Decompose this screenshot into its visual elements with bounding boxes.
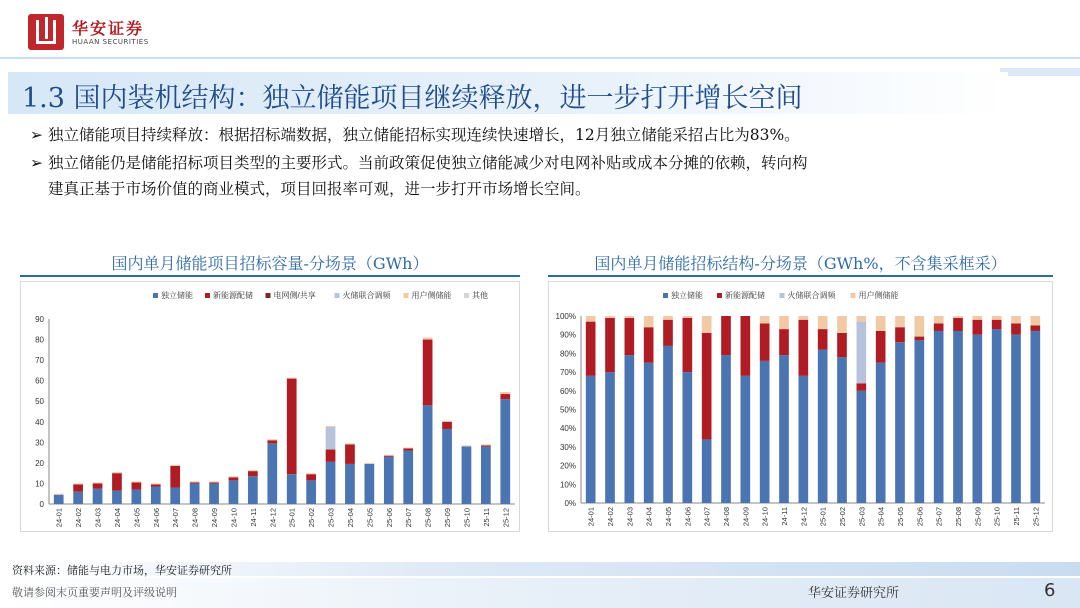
x-tick-label: 24-07 (171, 508, 181, 528)
huaan-logo-icon (28, 14, 64, 50)
bar-segment-1-19 (423, 340, 433, 406)
bar-segment-4-22 (481, 444, 491, 445)
chart-2-title-underline (548, 275, 1053, 277)
x-tick-label: 24-03 (625, 507, 635, 527)
bullet-1-text: 独立储能项目持续释放：根据招标端数据，独立储能招标实现连续快速增长，12月独立储能采招占比为83%。 (48, 126, 800, 144)
bar-segment-4-11 (267, 439, 277, 440)
x-tick-label: 25-09 (973, 507, 983, 527)
x-tick-label: 24-11 (780, 507, 789, 526)
bar-segment-0-15 (345, 464, 355, 504)
x-tick-label: 25-11 (1012, 507, 1021, 526)
bar-segment-3-16 (895, 316, 905, 327)
bullet-arrow-icon: ➢ (30, 126, 43, 144)
bar-segment-1-23 (1031, 325, 1041, 331)
chart-2-container (548, 281, 1053, 532)
bar-segment-1-8 (209, 482, 219, 483)
bar-segment-0-2 (93, 489, 103, 504)
y-tick-label: 0 (39, 500, 44, 509)
bar-segment-1-2 (625, 318, 635, 355)
bar-segment-3-17 (915, 316, 925, 337)
bar-segment-1-4 (663, 320, 673, 346)
bar-segment-1-5 (683, 318, 693, 372)
y-tick-label: 60 (35, 376, 44, 386)
bar-segment-0-1 (605, 372, 615, 503)
bar-segment-1-20 (442, 422, 452, 429)
x-tick-label: 24-10 (760, 507, 770, 527)
legend-swatch-5 (464, 293, 469, 298)
bar-segment-1-7 (721, 316, 731, 355)
bar-segment-4-9 (229, 476, 239, 477)
bar-segment-0-6 (702, 439, 712, 503)
legend-label-2: 电网侧/共享 (273, 291, 316, 300)
x-tick-label: 24-09 (210, 508, 220, 528)
bar-segment-4-3 (112, 472, 122, 473)
y-tick-label: 30 (35, 438, 44, 448)
bullet-2-text: 独立储能仍是储能招标项目类型的主要形式。当前政策促使独立储能减少对电网补贴或成本分摊的依赖，转向构 (48, 154, 808, 172)
x-tick-label: 25-11 (481, 508, 491, 527)
bar-segment-0-13 (837, 357, 847, 503)
bar-segment-2-14 (857, 322, 867, 384)
x-tick-label: 25-06 (384, 508, 394, 528)
x-tick-label: 25-09 (443, 508, 453, 528)
bar-segment-4-1 (73, 483, 83, 484)
bar-segment-0-4 (132, 490, 142, 504)
x-tick-label: 25-12 (501, 508, 511, 528)
bar-segment-3-22 (1011, 316, 1021, 323)
chart-1-container (20, 281, 520, 532)
x-tick-label: 24-05 (664, 507, 673, 527)
x-tick-label: 24-02 (606, 507, 615, 527)
bullet-1 (30, 122, 800, 148)
bar-segment-4-10 (248, 470, 258, 471)
bar-segment-0-8 (209, 483, 219, 504)
bar-segment-0-5 (683, 372, 693, 503)
bar-segment-0-15 (876, 363, 886, 503)
bar-segment-1-13 (306, 474, 316, 480)
legend-swatch-1 (205, 293, 210, 298)
x-tick-label: 24-01 (54, 508, 64, 528)
bar-segment-0-12 (818, 350, 828, 503)
bar-segment-4-17 (384, 455, 394, 456)
bar-segment-1-17 (384, 456, 394, 457)
bar-segment-3-11 (799, 316, 809, 320)
legend-swatch-3 (851, 293, 856, 298)
bar-segment-1-23 (500, 394, 510, 399)
chart-1-title: 国内单月储能项目招标容量-分场景（GWh） (111, 254, 429, 273)
bar-segment-0-20 (973, 335, 983, 503)
bar-segment-1-14 (857, 383, 867, 390)
x-tick-label: 25-08 (954, 507, 963, 527)
x-tick-label: 25-05 (365, 508, 375, 528)
bar-segment-1-0 (586, 322, 596, 376)
chart-2-svg (549, 282, 1052, 531)
bar-segment-0-22 (1011, 335, 1021, 503)
bar-segment-1-17 (915, 337, 925, 341)
bar-segment-1-22 (1011, 323, 1021, 334)
bar-segment-3-20 (973, 316, 983, 320)
source-note: 资料来源：储能与电力市场，华安证券研究所 (12, 564, 232, 577)
bar-segment-0-19 (423, 405, 433, 504)
bar-segment-4-16 (365, 463, 375, 464)
x-tick-label: 25-07 (934, 507, 944, 527)
bar-segment-4-7 (190, 481, 200, 482)
header-divider (0, 57, 1080, 59)
y-tick-label: 70 (35, 356, 44, 366)
legend-swatch-1 (717, 293, 722, 298)
bar-segment-1-10 (779, 329, 789, 355)
bar-segment-1-18 (934, 323, 944, 330)
chart-1-title-underline (20, 275, 520, 277)
bar-segment-0-3 (112, 491, 122, 504)
x-tick-label: 24-04 (644, 507, 654, 527)
x-tick-label: 24-09 (741, 507, 751, 527)
bar-segment-1-21 (992, 320, 1002, 329)
bar-segment-3-18 (934, 316, 944, 323)
bar-segment-3-10 (779, 316, 789, 329)
x-tick-label: 24-12 (268, 508, 278, 528)
bar-segment-3-21 (992, 316, 1002, 320)
bar-segment-0-14 (857, 391, 867, 503)
bar-segment-0-0 (586, 376, 596, 503)
bar-segment-0-13 (306, 480, 316, 504)
bar-segment-4-23 (500, 392, 510, 394)
bar-segment-1-14 (326, 450, 336, 462)
bar-segment-0-20 (442, 429, 452, 504)
bar-segment-1-22 (481, 445, 491, 446)
y-tick-label: 90 (35, 315, 44, 324)
bar-segment-0-21 (992, 329, 1002, 503)
legend-label-3: 用户侧储能 (858, 291, 899, 300)
legend-label-0: 独立储能 (671, 291, 703, 300)
bar-segment-0-3 (644, 363, 654, 503)
bar-segment-0-7 (721, 355, 731, 503)
bar-segment-0-11 (267, 443, 277, 504)
bullet-arrow-icon: ➢ (30, 154, 43, 172)
x-tick-label: 25-10 (992, 507, 1002, 527)
bar-segment-0-17 (915, 340, 925, 503)
bar-segment-0-1 (73, 492, 83, 504)
x-tick-label: 25-12 (1031, 507, 1041, 527)
x-tick-label: 24-06 (683, 507, 693, 527)
bar-segment-4-19 (423, 338, 433, 340)
bar-segment-0-17 (384, 457, 394, 504)
bar-segment-1-1 (605, 318, 615, 372)
bar-segment-0-7 (190, 483, 200, 504)
bar-segment-0-23 (500, 399, 510, 504)
bar-segment-1-2 (93, 483, 103, 488)
bar-segment-0-9 (760, 361, 770, 503)
title-accent (1000, 68, 1080, 76)
x-tick-label: 24-03 (93, 508, 103, 528)
x-tick-label: 24-01 (586, 507, 596, 527)
bar-segment-0-19 (953, 331, 963, 503)
x-tick-label: 24-04 (112, 508, 122, 528)
bar-segment-4-21 (462, 445, 472, 446)
bar-segment-0-16 (895, 342, 905, 503)
x-tick-label: 25-01 (287, 508, 297, 528)
y-tick-label: 60% (559, 386, 576, 396)
bar-segment-1-9 (229, 477, 239, 480)
bar-segment-1-20 (973, 320, 983, 335)
bar-segment-1-12 (818, 329, 828, 350)
bar-segment-3-14 (326, 427, 336, 450)
bar-segment-4-13 (306, 473, 316, 474)
x-tick-label: 24-02 (74, 508, 84, 528)
page-title: 1.3 国内装机结构：独立储能项目继续释放，进一步打开增长空间 (22, 83, 803, 114)
bullet-2-continued: 建真正基于市场价值的商业模式，项目回报率可观，进一步打开市场增长空间。 (48, 180, 591, 198)
bar-segment-1-3 (644, 327, 654, 363)
y-tick-label: 50 (35, 397, 44, 407)
y-tick-label: 80 (35, 335, 44, 345)
legend-label-3: 火储联合调频 (342, 291, 391, 300)
legend-label-2: 火储联合调频 (787, 291, 836, 300)
bar-segment-0-10 (779, 355, 789, 503)
bar-segment-3-5 (683, 316, 693, 318)
x-tick-label: 24-06 (151, 508, 161, 528)
bar-segment-3-14 (857, 316, 867, 322)
y-tick-label: 80% (559, 349, 576, 359)
bar-segment-1-7 (190, 482, 200, 483)
bar-segment-4-18 (403, 447, 413, 448)
y-tick-label: 40% (559, 424, 576, 434)
bar-segment-0-0 (54, 495, 64, 504)
bar-segment-4-4 (132, 481, 142, 482)
bar-segment-3-4 (663, 316, 673, 320)
bar-segment-3-0 (586, 316, 596, 322)
bar-segment-0-18 (934, 331, 944, 503)
bar-segment-4-12 (287, 378, 297, 379)
legend-swatch-2 (780, 293, 785, 298)
y-tick-label: 20 (35, 458, 44, 468)
bar-segment-0-2 (625, 355, 635, 503)
x-tick-label: 25-05 (896, 507, 905, 527)
bar-segment-0-12 (287, 474, 297, 504)
x-tick-label: 25-03 (326, 508, 336, 528)
brand-name: 华安证券 (72, 19, 145, 38)
bar-segment-1-19 (953, 318, 963, 331)
legend-swatch-3 (335, 293, 340, 298)
bar-segment-0-21 (462, 446, 472, 504)
bar-segment-0-4 (663, 346, 673, 503)
y-tick-label: 30% (559, 442, 576, 452)
bar-segment-1-11 (267, 440, 277, 443)
y-tick-label: 100% (555, 312, 576, 321)
bar-segment-4-0 (54, 494, 64, 495)
bar-segment-1-18 (403, 449, 413, 451)
bar-segment-3-19 (953, 316, 963, 318)
legend-label-1: 新能源配储 (725, 291, 765, 300)
bar-segment-1-6 (170, 466, 180, 488)
bar-segment-1-13 (837, 333, 847, 357)
y-tick-label: 20% (559, 461, 576, 471)
x-tick-label: 25-01 (818, 507, 828, 527)
x-tick-label: 24-11 (248, 508, 258, 527)
y-tick-label: 0% (564, 499, 576, 508)
y-tick-label: 90% (559, 330, 576, 340)
bar-segment-4-8 (209, 481, 219, 482)
bar-segment-1-15 (876, 331, 886, 363)
disclaimer-link[interactable]: 敬请参阅末页重要声明及评级说明 (12, 586, 177, 599)
bar-segment-3-13 (837, 316, 847, 333)
x-tick-label: 24-05 (132, 508, 142, 528)
bar-segment-0-18 (403, 451, 413, 504)
x-tick-label: 25-02 (838, 507, 847, 527)
x-tick-label: 25-08 (423, 508, 433, 528)
y-tick-label: 10 (35, 479, 44, 489)
x-tick-label: 25-06 (915, 507, 925, 527)
bar-segment-0-6 (170, 488, 180, 504)
chart-2-title: 国内单月储能招标结构-分场景（GWh%，不含集采框采） (594, 254, 1007, 273)
bar-segment-3-6 (702, 316, 712, 333)
bar-segment-1-6 (702, 333, 712, 440)
bar-segment-1-12 (287, 379, 297, 475)
legend-label-0: 独立储能 (161, 291, 193, 300)
bar-segment-0-16 (365, 464, 375, 504)
brand-name-en: HUAAN SECURITIES (72, 38, 149, 46)
y-tick-label: 50% (559, 405, 576, 415)
legend-swatch-4 (404, 293, 409, 298)
bar-segment-1-15 (345, 444, 355, 464)
legend-swatch-2 (266, 293, 271, 298)
bar-segment-3-2 (625, 316, 635, 318)
bar-segment-3-3 (644, 316, 654, 327)
bar-segment-0-22 (481, 446, 491, 504)
x-tick-label: 25-07 (404, 508, 414, 528)
bar-segment-4-2 (93, 482, 103, 483)
y-tick-label: 10% (559, 480, 576, 490)
bar-segment-0-11 (799, 376, 809, 503)
bar-segment-1-4 (132, 482, 142, 489)
bar-segment-3-12 (818, 316, 828, 329)
x-tick-label: 24-12 (799, 507, 809, 527)
bar-segment-0-5 (151, 487, 161, 504)
footer-institution: 华安证券研究所 (808, 586, 900, 601)
bar-segment-4-15 (345, 443, 355, 444)
x-tick-label: 24-10 (229, 508, 239, 528)
bar-segment-3-1 (605, 316, 615, 318)
legend-label-4: 用户侧储能 (411, 291, 452, 300)
x-tick-label: 24-08 (190, 508, 200, 528)
bar-segment-0-10 (248, 476, 258, 504)
bar-segment-3-23 (1031, 316, 1041, 325)
bar-segment-4-20 (442, 421, 452, 422)
bar-segment-3-9 (760, 316, 770, 323)
bar-segment-0-9 (229, 480, 239, 504)
x-tick-label: 25-04 (876, 507, 886, 527)
x-tick-label: 25-03 (857, 507, 867, 527)
bar-segment-1-16 (895, 327, 905, 342)
y-tick-label: 70% (559, 368, 576, 378)
bar-segment-3-15 (876, 316, 886, 331)
legend-swatch-0 (663, 293, 668, 298)
x-tick-label: 24-07 (702, 507, 712, 527)
bar-segment-1-5 (151, 484, 161, 486)
bullet-2 (30, 150, 808, 176)
x-tick-label: 24-08 (722, 507, 731, 527)
bar-segment-1-11 (799, 320, 809, 376)
legend-label-1: 新能源配储 (213, 291, 253, 300)
bar-segment-4-14 (326, 426, 336, 427)
legend-swatch-0 (153, 293, 158, 298)
bar-segment-4-5 (151, 483, 161, 484)
x-tick-label: 25-04 (345, 508, 355, 528)
x-tick-label: 25-10 (462, 508, 472, 528)
bar-segment-0-8 (741, 376, 751, 503)
bar-segment-1-9 (760, 323, 770, 360)
x-tick-label: 25-02 (307, 508, 317, 528)
bar-segment-1-3 (112, 473, 122, 490)
bar-segment-0-23 (1031, 331, 1041, 503)
chart-1-svg (21, 282, 519, 531)
bar-segment-1-10 (248, 471, 258, 476)
y-tick-label: 40 (35, 417, 44, 427)
bar-segment-1-8 (741, 316, 751, 376)
bar-segment-0-14 (326, 462, 336, 504)
bar-segment-4-6 (170, 465, 180, 466)
bar-segment-1-1 (73, 484, 83, 491)
legend-label-5: 其他 (472, 291, 488, 300)
page-number: 6 (1044, 580, 1056, 601)
